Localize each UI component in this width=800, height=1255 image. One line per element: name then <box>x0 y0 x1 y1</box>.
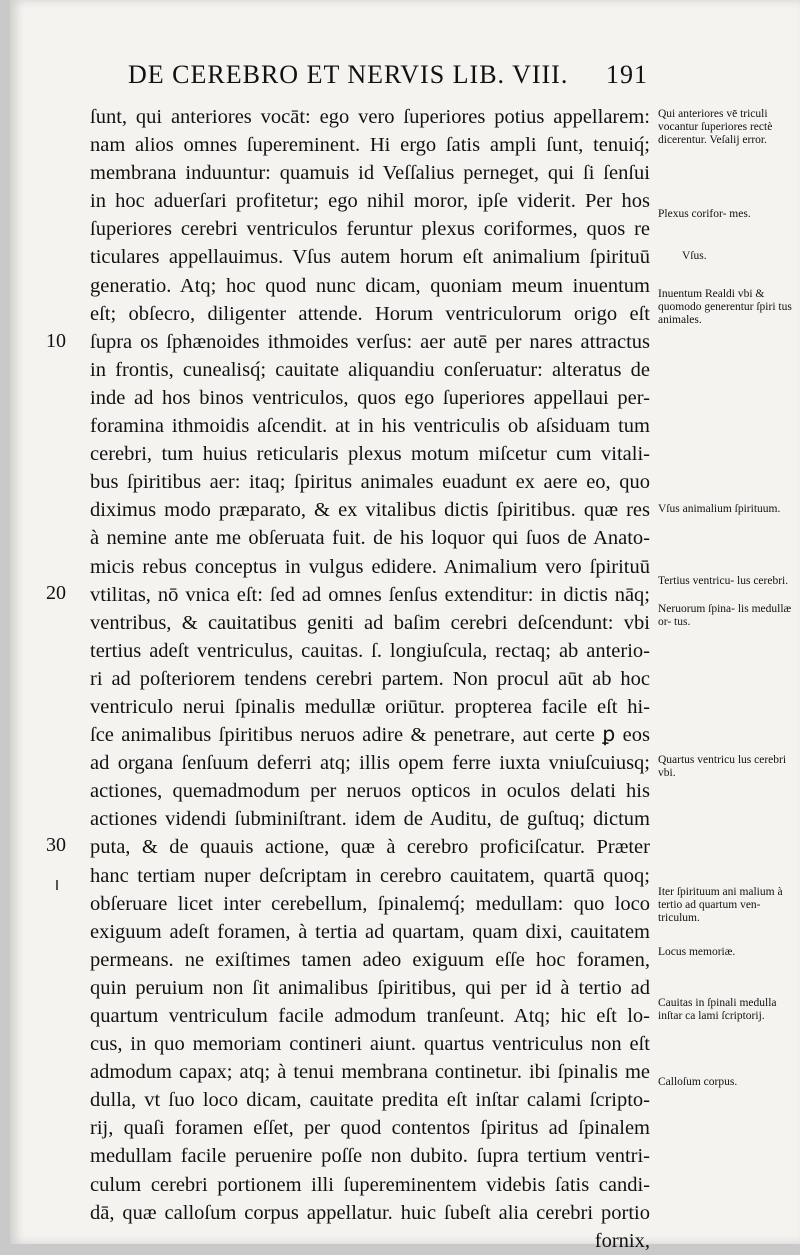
text-line: quartum ventriculum facile admodum tranſeunt. Atq; hic eſt lo- <box>90 1005 650 1027</box>
page-number: 191 <box>606 60 648 89</box>
text-line: admodum capax; atq; à tenui membrana continetur. ibi ſpinalis me <box>90 1061 650 1084</box>
margin-note: Vſus. <box>682 250 707 262</box>
margin-note: Plexus corifor- mes. <box>658 208 751 220</box>
text-line: ſuperiores cerebri ventriculos feruntur plexus coriformes, quos re <box>90 218 650 241</box>
text-line: ſunt, qui anteriores vocāt: ego vero ſuperiores potius appellarem: <box>90 106 650 128</box>
margin-note: Vſus animalium ſpirituum. <box>658 503 781 515</box>
text-line: rij, quaſi foramen eſſet, per quod contentos ſpiritus ad ſpinalem <box>90 1117 650 1140</box>
margin-note: Qui anteriores vē triculi vocantur ſuperiores rectè dicerentur. Veſalij error. <box>658 108 773 146</box>
text-line: ri ad poſteriorem tendens cerebri partem. Non procul aūt ab hoc <box>90 667 650 690</box>
text-line: nam alios omnes ſupereminent. Hi ergo ſatis ampli ſunt, tenuiq́; <box>90 134 650 157</box>
text-line: tertius adeſt ventriculus, cauitas. ſ. longiuſcula, rectaq; ab anterio- <box>90 639 650 662</box>
text-line: culum cerebri portionem illi ſupereminentem videbis ſatis candi- <box>90 1173 650 1196</box>
text-line: cerebri, tum huius reticularis plexus motum miſcetur cum vitali- <box>90 443 650 466</box>
margin-note: Neruorum ſpina- lis medullæ or- tus. <box>658 603 792 628</box>
text-line: inde ad hos binos ventriculos, quos ego ſuperiores appellaui per- <box>90 386 650 409</box>
text-line: in frontis, cunealisq́; cauitate aliquandiu conſeruatur: alteratus de <box>90 358 650 381</box>
text-line: exiguum adeſt foramen, à tertia ad quartam, quam dixi, cauitatem <box>90 920 650 943</box>
text-line: bus ſpiritibus aer: itaq; ſpiritus animales euadunt ex aere eo, quo <box>90 471 650 494</box>
margin-note: Locus memoriæ. <box>658 946 736 958</box>
text-line: quin peruium non ſit animalibus ſpiritibus, qui per id à tertio ad <box>90 976 650 999</box>
body-text <box>90 103 650 1255</box>
text-line: ticulares appellauimus. Vſus autem horum eſt animalium ſpirituū <box>90 246 650 269</box>
text-line: in hoc aduerſari profitetur; ego nihil moror, ipſe viderit. Per hos <box>90 190 650 213</box>
text-line: ventribus, & cauitatibus geniti ad baſim cerebri deſcendunt: vbi <box>90 611 650 634</box>
text-line: puta, & de quauis actione, quæ à cerebro proficiſcatur. Præter <box>90 836 650 859</box>
text-line: fornix, <box>594 1229 650 1252</box>
line-number: 30 <box>46 834 66 856</box>
text-line: membrana induuntur: quamuis id Veſſalius perneget, qui ſi ſenſui <box>90 162 650 185</box>
text-line: obſeruare licet inter cerebellum, ſpinalemq́; medullam: quo loco <box>90 892 650 915</box>
text-line: medullam facile peruenire poſſe non dubito. ſupra tertium ventri- <box>90 1145 650 1168</box>
margin-note: Tertius ventricu- lus cerebri. <box>658 575 789 587</box>
margin-note: Cauitas in ſpinali medulla inſtar ca lami ſcriptorij. <box>658 997 777 1022</box>
text-line: permeans. ne exiſtimes tamen adeo exiguum eſſe hoc foramen, <box>90 948 650 971</box>
text-line: ſupra os ſphænoides ithmoides verſus: aer autē per nares attractus <box>90 330 650 353</box>
margin-note: Quartus ventricu lus cerebri vbi. <box>658 754 787 779</box>
header-title: DE CEREBRO ET NERVIS LIB. VIII. <box>128 60 569 89</box>
text-line: dā, quæ calloſum corpus appellatur. huic ſubeſt alia cerebri portio <box>90 1201 650 1224</box>
text-line: cus, in quo memoriam contineri aiunt. quartus ventriculus non eſt <box>90 1033 650 1056</box>
margin-note: Calloſum corpus. <box>658 1076 738 1088</box>
text-line: micis rebus conceptus in vulgus edidere. Animalium vero ſpirituū <box>90 555 650 578</box>
margin-note: Inuentum Realdi vbi & quomodo generentur ſpiri tus animales. <box>658 288 792 326</box>
text-line: actiones videndi ſubminiſtrant. idem de Auditu, de guſtuq; dictum <box>90 808 650 831</box>
line-number: 10 <box>46 330 66 352</box>
text-line: vtilitas, nō vnica eſt: ſed ad omnes ſenſus extenditur: in dictis nāq; <box>90 583 650 606</box>
text-line: foramina ithmoidis aſcendit. at in his ventriculis ob aſsiduam tum <box>90 415 650 438</box>
book-page <box>10 0 800 1252</box>
margin-note: Iter ſpirituum ani malium à tertio ad quartum ven- triculum. <box>658 886 783 924</box>
text-line: diximus modo præparato, & ex vitalibus dictis ſpiritibus. quæ res <box>90 499 650 522</box>
text-line: ſce animalibus ſpiritibus neruos adire & penetrare, aut certe ꝑ eos <box>90 724 650 747</box>
running-header <box>128 60 648 94</box>
text-line: actiones, quemadmodum per neruos opticos in oculos delati his <box>90 780 650 803</box>
text-line: à nemine ante me obſeruata fuit. de his loquor qui ſuos de Anato- <box>90 527 650 550</box>
text-line: dulla, vt ſuo loco dicam, cauitate predita eſt inſtar calami ſcripto- <box>90 1089 650 1112</box>
text-line: ventriculo nerui ſpinalis medullæ oriūtur. propterea facile eſt hi- <box>90 695 650 718</box>
text-line: eſt; obſecro, diligenter attende. Horum ventriculorum origo eſt <box>90 302 650 325</box>
text-line: hanc tertiam nuper deſcriptam in cerebro cauitatem, quartā quoq; <box>90 864 650 887</box>
text-line: ad organa ſenſuum deferri atq; illis opem ferre iuxta vniuſcuiusq; <box>90 752 650 775</box>
text-line: generatio. Atq; hoc quod nunc dicam, quoniam meum inuentum <box>90 274 650 297</box>
margin-tick <box>56 880 58 890</box>
line-number: 20 <box>46 582 66 604</box>
